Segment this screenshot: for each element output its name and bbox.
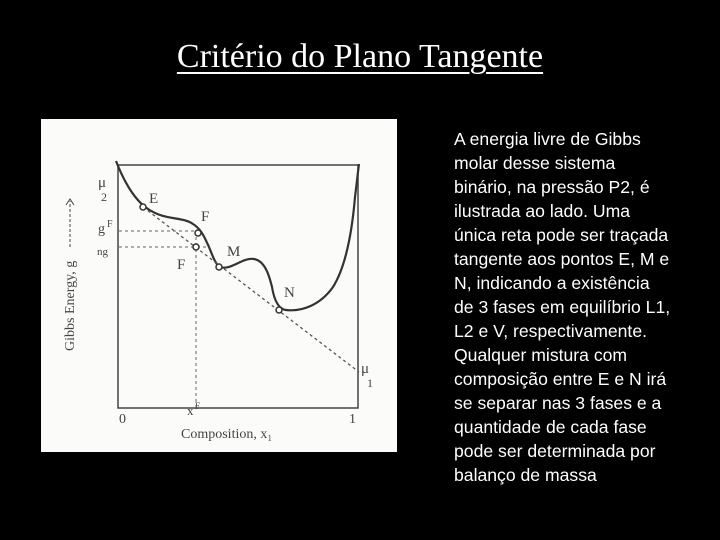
x-tick-1: 1 (349, 412, 356, 427)
point-m-label: M (227, 244, 241, 260)
mu2-subscript: 2 (101, 190, 107, 204)
point-e-label: E (149, 191, 159, 207)
point-f-upper-label: F (201, 209, 210, 225)
y-axis-label-group (63, 199, 78, 351)
mu2-label: μ (98, 175, 107, 191)
y-axis-label: Gibbs Energy, g (63, 260, 78, 351)
tangent-line (143, 207, 359, 372)
point-m-marker (216, 264, 222, 270)
mu1-label: μ (361, 361, 370, 377)
explanation-text: A energia livre de Gibbs molar desse sistema binário, na pressão P2, é ilustrada ao lado. Uma única reta pode ser traçada tangente aos pontos E, M e N, indicando a existência de 3 fases em equilíbrio L1, L2 e V, respectivamente. Qualquer mistura com composição entre E e N irá se separar nas 3 fases e a quantidade de cada fase pode ser determinada por balanço de massa (454, 129, 671, 485)
x-tick-feed: x (187, 403, 194, 418)
point-e-marker (140, 204, 146, 210)
x-tick-feed-superscript: F (195, 401, 201, 411)
x-tick-0: 0 (119, 412, 126, 427)
point-f-upper-marker (195, 230, 201, 236)
gF-label: g (98, 222, 105, 237)
point-n-label: N (284, 285, 295, 301)
diagram-svg (41, 119, 397, 452)
gibbs-energy-diagram (41, 119, 397, 452)
point-f-lower-marker (193, 244, 199, 250)
slide-title: Critério do Plano Tangente (176, 38, 544, 75)
point-f-lower-label: F (177, 257, 186, 273)
x-axis-label: Composition, x₁ (181, 427, 273, 442)
point-n-marker (276, 307, 282, 313)
gF-superscript: F (107, 219, 113, 230)
gibbs-curve (116, 161, 359, 310)
gF-tangent-label: ng (97, 246, 108, 258)
mu1-subscript: 1 (367, 376, 373, 390)
